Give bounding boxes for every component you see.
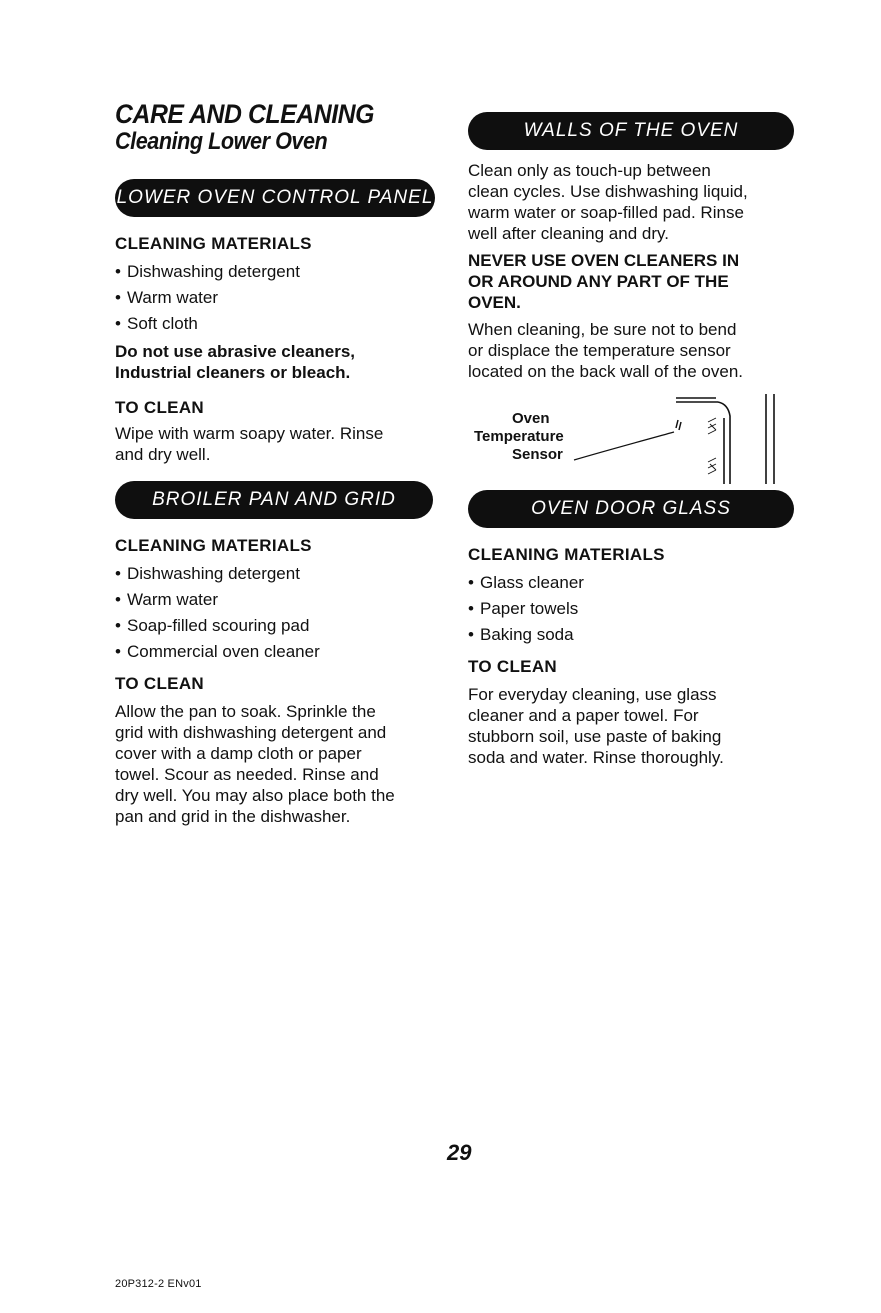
page-title: CARE AND CLEANING <box>115 99 374 129</box>
banner-broiler-pan-and-grid: BROILER PAN AND GRID <box>115 481 433 519</box>
left-column <box>115 100 455 827</box>
page-number: 29 <box>447 1140 472 1165</box>
bullet-icon: • <box>115 590 121 609</box>
leader-line <box>574 432 674 460</box>
oven-wall-icon <box>676 394 774 484</box>
walls-warning: NEVER USE OVEN CLEANERS IN OR AROUND ANY PART OF THE OVEN. <box>468 251 740 312</box>
figure-label-sensor: Sensor <box>512 446 563 463</box>
door-glass-to-clean-heading: TO CLEAN <box>468 657 557 676</box>
bullet-icon: • <box>115 314 121 333</box>
list-item: • Dishwashing detergent <box>115 259 455 285</box>
bullet-icon: • <box>468 599 474 618</box>
list-item: • Soft cloth <box>115 311 455 337</box>
control-panel-instructions: Wipe with warm soapy water. Rinse and dry well. <box>115 424 384 464</box>
hatch-icon <box>708 418 716 474</box>
bullet-icon: • <box>115 564 121 583</box>
bullet-icon: • <box>115 642 121 661</box>
figure-label-oven: Oven <box>512 410 550 427</box>
figure-label-temperature: Temperature <box>474 428 564 445</box>
document-code: 20P312-2 ENv01 <box>115 1278 202 1290</box>
list-item: • Soap-filled scouring pad <box>115 613 455 639</box>
sensor-icon <box>676 420 681 430</box>
page-subtitle: Cleaning Lower Oven <box>115 128 328 155</box>
bullet-icon: • <box>115 616 121 635</box>
list-item: • Commercial oven cleaner <box>115 639 455 665</box>
list-item: • Warm water <box>115 285 455 311</box>
control-panel-to-clean-heading: TO CLEAN <box>115 398 204 417</box>
door-glass-materials-list <box>468 570 798 648</box>
temperature-sensor-figure <box>468 394 798 484</box>
list-item: • Dishwashing detergent <box>115 561 455 587</box>
control-panel-materials-list <box>115 259 455 337</box>
banner-oven-door-glass: OVEN DOOR GLASS <box>468 490 794 528</box>
broiler-materials-heading: CLEANING MATERIALS <box>115 536 312 555</box>
bullet-icon: • <box>468 625 474 644</box>
list-item: • Baking soda <box>468 622 798 648</box>
bullet-icon: • <box>115 262 121 281</box>
broiler-materials-list <box>115 561 455 665</box>
control-panel-warning: Do not use abrasive cleaners, Industrial cleaners or bleach. <box>115 342 355 382</box>
control-panel-materials-heading: CLEANING MATERIALS <box>115 234 312 253</box>
broiler-instructions: Allow the pan to soak. Sprinkle the grid with dishwashing detergent and cover with a damp cloth or paper towel. Scour as needed. Rinse and dry well. You may also place both the pan and grid in the dishwasher. <box>115 702 395 826</box>
door-glass-materials-heading: CLEANING MATERIALS <box>468 545 665 564</box>
bullet-icon: • <box>468 573 474 592</box>
oven-sensor-illustration <box>468 394 798 484</box>
banner-walls-of-the-oven: WALLS OF THE OVEN <box>468 112 794 150</box>
list-item: • Paper towels <box>468 596 798 622</box>
bullet-icon: • <box>115 288 121 307</box>
door-glass-instructions: For everyday cleaning, use glass cleaner and a paper towel. For stubborn soil, use paste of baking soda and water. Rinse thoroughly. <box>468 685 724 767</box>
walls-note: When cleaning, be sure not to bend or displace the temperature sensor located on the back wall of the oven. <box>468 320 744 381</box>
banner-lower-oven-control-panel: LOWER OVEN CONTROL PANEL <box>115 179 435 217</box>
walls-intro: Clean only as touch-up between clean cycles. Use dishwashing liquid, warm water or soap-filled pad. Rinse well after cleaning and dry. <box>468 161 748 243</box>
right-column <box>468 112 798 768</box>
list-item: • Glass cleaner <box>468 570 798 596</box>
list-item: • Warm water <box>115 587 455 613</box>
broiler-to-clean-heading: TO CLEAN <box>115 674 204 693</box>
